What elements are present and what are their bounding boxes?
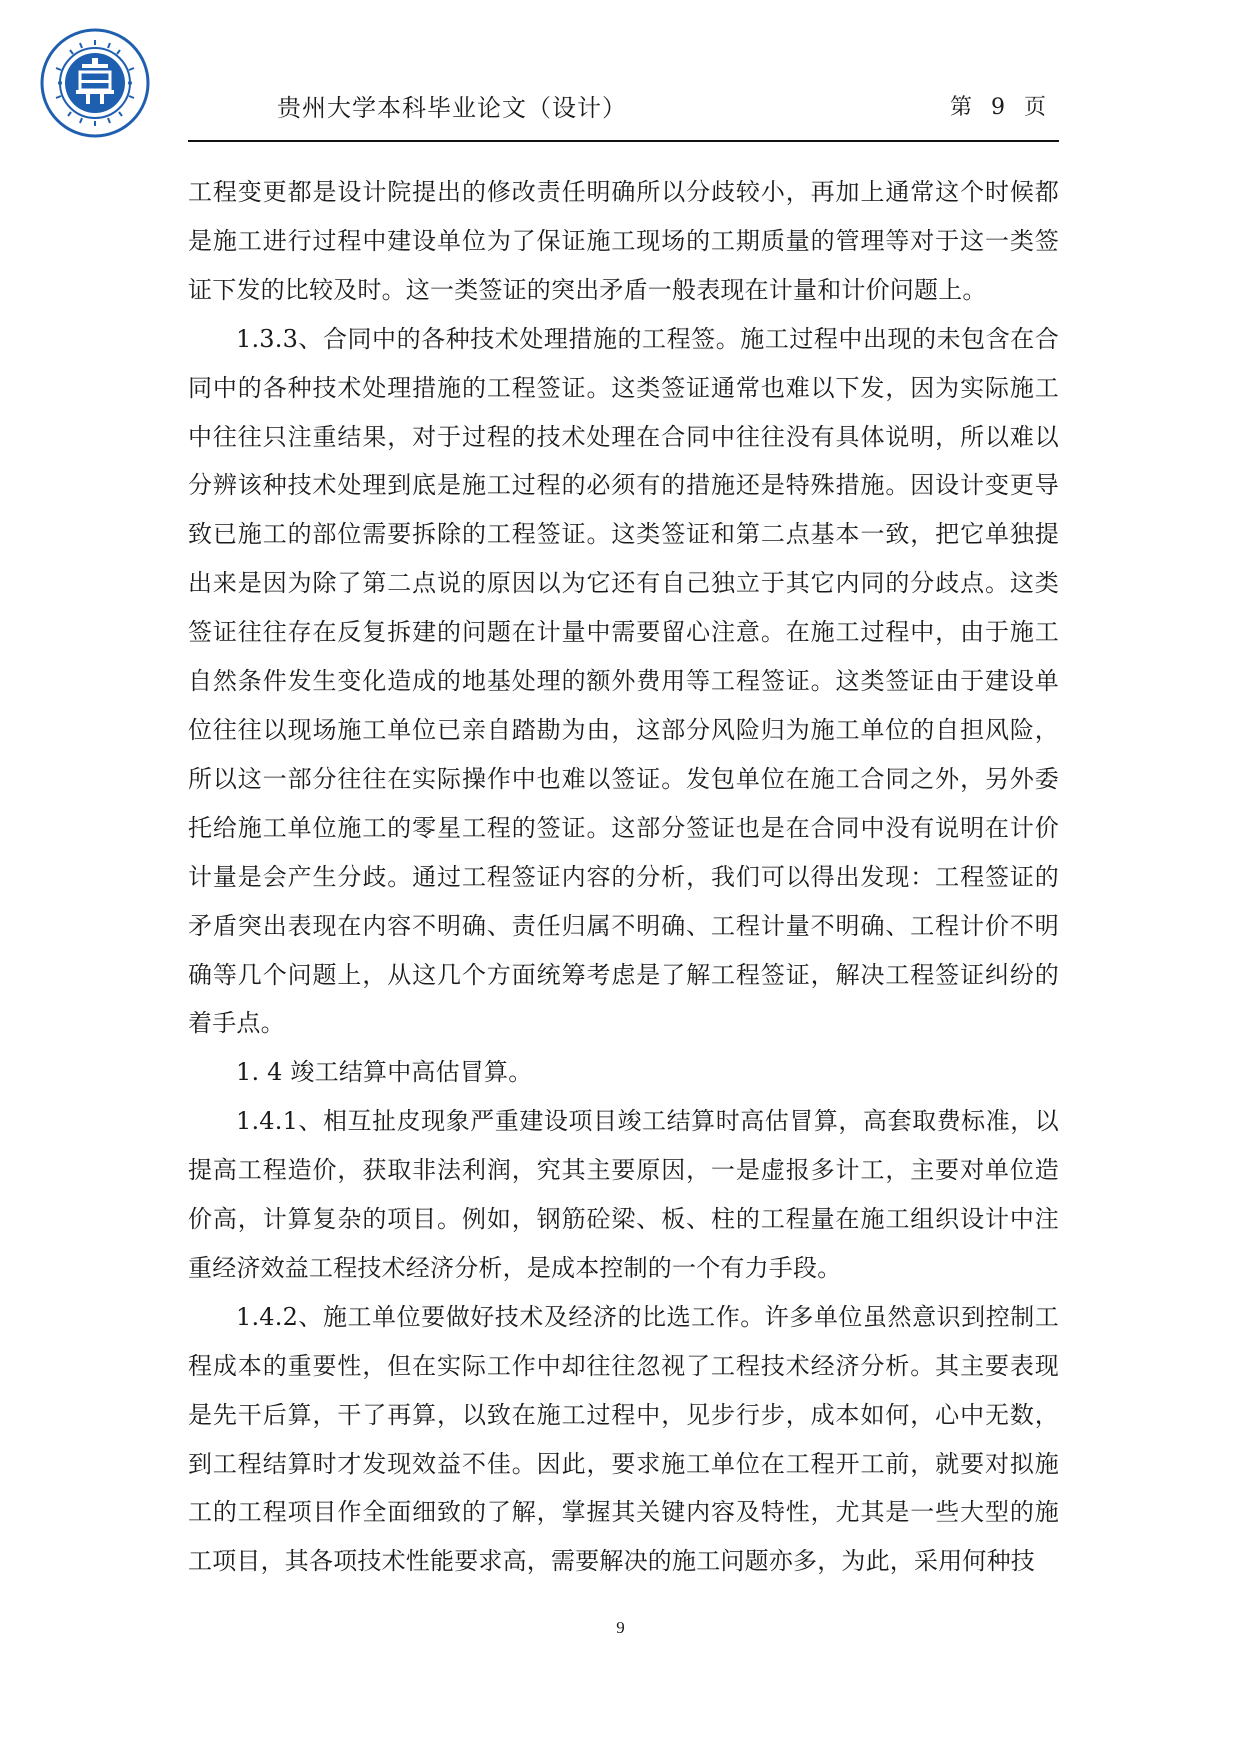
body-paragraph: 1.4.2、施工单位要做好技术及经济的比选工作。许多单位虽然意识到控制工程成本的重要性，但在实际工作中却往往忽视了工程技术经济分析。其主要表现是先干后算，干了再算，以致在施工过程中，见步行步，成本如何，心中无数，到工程结算时才发现效益不佳。因此，要求施工单位在工程开工前，就要对拟施工的工程项目作全面细致的了解，掌握其关键内容及特性，尤其是一些大型的施工项目，其各项技术性能要求高，需要解决的施工问题亦多，为此，采用何种技 xyxy=(188,1302,1059,1576)
body-paragraph: 1.4.1、相互扯皮现象严重建设项目竣工结算时高估冒算，高套取费标准，以提高工程造价，获取非法利润，究其主要原因，一是虚报多计工，主要对单位造价高，计算复杂的项目。例如，钢筋砼梁、板、柱的工程量在施工组织设计中注重经济效益工程技术经济分析，是成本控制的一个有力手段。 xyxy=(188,1107,1059,1282)
body-paragraph: 1.3.3、合同中的各种技术处理措施的工程签。施工过程中出现的未包含在合同中的各种技术处理措施的工程签证。这类签证通常也难以下发，因为实际施工中往往只注重结果，对于过程的技术处理在合同中往往没有具体说明，所以难以分辨该种技术处理到底是施工过程的必须有的措施还是特殊措施。因设计变更导致已施工的部位需要拆除的工程签证。这类签证和第二点基本一致，把它单独提出来是因为除了第二点说的原因以为它还有自己独立于其它内同的分歧点。这类签证往往存在反复拆建的问题在计量中需要留心注意。在施工过程中，由于施工自然条件发生变化造成的地基处理的额外费用等工程签证。这类签证由于建设单位往往以现场施工单位已亲自踏勘为由，这部分风险归为施工单位的自担风险，所以这一部分往往在实际操作中也难以签证。发包单位在施工合同之外，另外委托给施工单位施工的零星工程的签证。这部分签证也是在合同中没有说明在计价计量是会产生分歧。通过工程签证内容的分析，我们可以得出发现：工程签证的矛盾突出表现在内容不明确、责任归属不明确、工程计量不明确、工程计价不明确等几个问题上，从这几个方面统筹考虑是了解工程签证，解决工程签证纠纷的着手点。 xyxy=(188,324,1059,1038)
guizhou-university-seal-icon xyxy=(40,28,150,138)
body-paragraph: 工程变更都是设计院提出的修改责任明确所以分歧较小，再加上通常这个时候都是施工进行过程中建设单位为了保证施工现场的工期质量的管理等对于这一类签证下发的比较及时。这一类签证的突出矛盾一般表现在计量和计价问题上。 xyxy=(188,178,1059,304)
header-divider xyxy=(188,140,1059,142)
university-seal-logo xyxy=(40,28,150,138)
thesis-header-title: 贵州大学本科毕业论文（设计） xyxy=(277,94,627,122)
section-heading: 1. 4 竣工结算中高估冒算。 xyxy=(236,1058,533,1087)
footer-page-number: 9 xyxy=(616,1618,625,1637)
header-page-label: 第 9 页 xyxy=(950,95,1052,120)
document-body xyxy=(188,168,1059,1586)
